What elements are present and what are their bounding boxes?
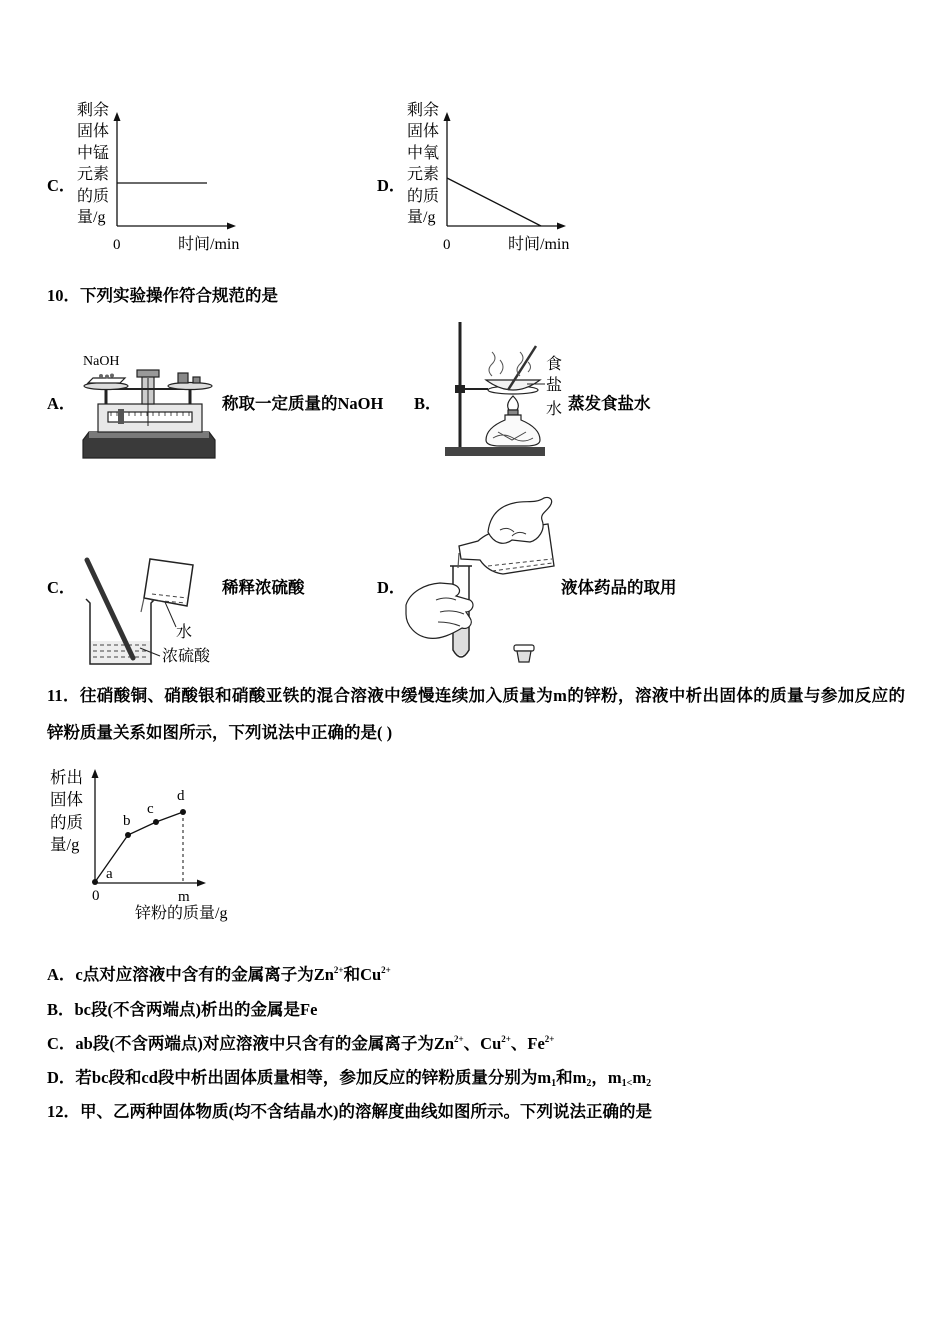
q9-d-origin: 0 <box>443 237 451 253</box>
test-tube-liquid <box>454 628 468 656</box>
q10-a-naoh-label: NaOH <box>83 354 120 369</box>
point-a <box>92 879 98 885</box>
balance-illustration <box>78 365 220 462</box>
subscript: 2 <box>586 1078 592 1089</box>
q10-b-label-shi: 食 <box>546 356 563 373</box>
charge-superscript: 2+ <box>333 965 344 975</box>
bottle-stopper <box>517 651 531 662</box>
q10-c-water-label: 水 <box>176 624 193 641</box>
balance-base-strip <box>89 432 209 438</box>
alcohol-lamp <box>486 415 540 446</box>
q10-b-label-yan: 盐 <box>546 377 563 394</box>
point-c <box>153 819 159 825</box>
option-text: 和Cu <box>343 965 382 984</box>
y-axis-arrow <box>114 112 121 121</box>
lamp-flame <box>508 396 519 410</box>
q11-y-axis-label <box>50 767 83 856</box>
y-axis-label-line: 剩余 <box>77 102 110 119</box>
bottle-stopper-cap <box>514 645 534 651</box>
q10-option-b-caption: 蒸发食盐水 <box>568 394 651 413</box>
option-text: 、Fe <box>510 1034 545 1053</box>
q10-option-c-caption: 稀释浓硫酸 <box>222 578 305 597</box>
y-axis-arrow <box>92 769 99 778</box>
charge-superscript: 2+ <box>544 1034 555 1044</box>
q9-option-d-label: D． <box>377 176 406 195</box>
y-axis-label-line: 量/g <box>77 209 106 227</box>
q10-option-a-caption: 称取一定质量的NaOH <box>222 394 384 413</box>
liquid-transfer-illustration <box>403 495 558 667</box>
x-axis-arrow <box>197 880 206 887</box>
evaporation-illustration <box>442 318 547 460</box>
y-axis-label-line: 中锰 <box>77 144 110 162</box>
q10-option-c-label: C． <box>47 578 76 597</box>
pouring-beaker <box>144 559 193 606</box>
balance-column-cap <box>137 370 159 377</box>
beaker-liquid <box>91 641 150 663</box>
q11-stem-line-1: 11．往硝酸铜、硝酸银和硝酸亚铁的混合溶液中缓慢连续加入质量为m的锌粉，溶液中析出固体的质量与参加反应的 <box>47 686 905 705</box>
weight-large <box>178 373 188 383</box>
charge-superscript: 2+ <box>501 1034 511 1044</box>
y-axis-label-line: 的质 <box>77 187 110 205</box>
y-axis-label-line: 的质 <box>407 187 440 205</box>
q9-d-x-axis-label: 时间/min <box>508 236 570 253</box>
option-text: m <box>632 1068 647 1087</box>
pour-stream <box>141 598 144 612</box>
option-text: D．若bc段和cd段中析出固体质量相等，参加反应的锌粉质量分别为m <box>47 1068 552 1087</box>
option-text: 和m <box>556 1068 587 1087</box>
y-axis-label-line: 中氧 <box>407 144 440 162</box>
q10-b-label-shui: 水 <box>546 401 563 418</box>
y-axis-label-line: 固体 <box>407 123 440 141</box>
naoh-pellet <box>99 374 103 378</box>
q11-option-b <box>47 1000 317 1020</box>
point-label-d: d <box>177 788 185 804</box>
q11-x-axis-label: 锌粉的质量/g <box>135 905 228 922</box>
y-axis-label-line: 量/g <box>50 834 80 854</box>
option-text: A．c点对应溶液中含有的金属离子为Zn <box>47 965 334 984</box>
option-text: 、Cu <box>463 1034 502 1053</box>
charge-superscript: 2+ <box>381 965 391 975</box>
y-axis-arrow <box>444 112 451 121</box>
lamp-wick-holder <box>508 410 518 415</box>
point-d <box>180 809 186 815</box>
q12-stem: 12．甲、乙两种固体物质(均不含结晶水)的溶解度曲线如图所示。下列说法正确的是 <box>47 1102 652 1121</box>
right-pan <box>168 383 212 390</box>
q10-option-a-label: A． <box>47 394 76 413</box>
weight-small <box>193 377 200 383</box>
q10-option-d-label: D． <box>377 578 406 597</box>
q11-stem-line-2: 锌粉质量关系如图所示，下列说法中正确的是( ) <box>47 723 393 742</box>
y-axis-label-line: 固体 <box>50 790 83 810</box>
q11-origin: 0 <box>92 888 100 904</box>
option-text: ，m <box>591 1068 622 1087</box>
q11-x-end-label: m <box>178 889 190 905</box>
point-b <box>125 832 131 838</box>
subscript: 1< <box>621 1078 633 1089</box>
y-axis-label-line: 量/g <box>407 209 436 227</box>
q11-option-d <box>47 1068 651 1091</box>
point-label-c: c <box>147 801 154 817</box>
naoh-pellet <box>110 374 114 378</box>
q9-option-c-label: C． <box>47 176 76 195</box>
x-axis-arrow <box>557 223 566 230</box>
q10-option-d-caption: 液体药品的取用 <box>561 578 677 597</box>
clamp-boss <box>455 385 465 393</box>
balance-rider <box>118 409 124 424</box>
y-axis-label-line: 元素 <box>77 166 110 184</box>
q10-stem: 10．下列实验操作符合规范的是 <box>47 286 278 305</box>
y-axis-label-line: 析出 <box>50 768 83 787</box>
y-axis-label-line: 固体 <box>77 123 110 141</box>
y-axis-label-line: 元素 <box>407 166 440 184</box>
q10-c-acid-label: 浓硫酸 <box>162 648 211 665</box>
point-label-b: b <box>123 813 131 829</box>
q9-c-origin: 0 <box>113 237 121 253</box>
q11-option-c <box>47 1034 554 1056</box>
charge-superscript: 2+ <box>454 1034 464 1044</box>
q9-c-x-axis-label: 时间/min <box>178 236 240 253</box>
water-leader-line <box>165 602 176 627</box>
data-line <box>447 178 541 226</box>
option-text: B．bc段(不含两端点)析出的金属是Fe <box>47 1000 318 1019</box>
weighing-paper <box>88 378 125 383</box>
subscript: 1 <box>551 1078 557 1089</box>
y-axis-label-line: 剩余 <box>407 102 440 119</box>
q10-option-b-label: B． <box>414 394 442 413</box>
subscript: 2 <box>646 1078 652 1089</box>
y-axis-label-line: 的质 <box>50 812 83 832</box>
q11-graph <box>85 760 215 890</box>
q11-option-a <box>47 965 391 987</box>
naoh-pellet <box>105 375 109 379</box>
point-label-a: a <box>106 866 113 882</box>
option-text: C．ab段(不含两端点)对应溶液中只含有的金属离子为Zn <box>47 1034 455 1053</box>
q9-c-graph <box>95 105 255 235</box>
q9-d-graph <box>425 105 585 235</box>
iron-stand-base <box>445 447 545 456</box>
x-axis-arrow <box>227 223 236 230</box>
